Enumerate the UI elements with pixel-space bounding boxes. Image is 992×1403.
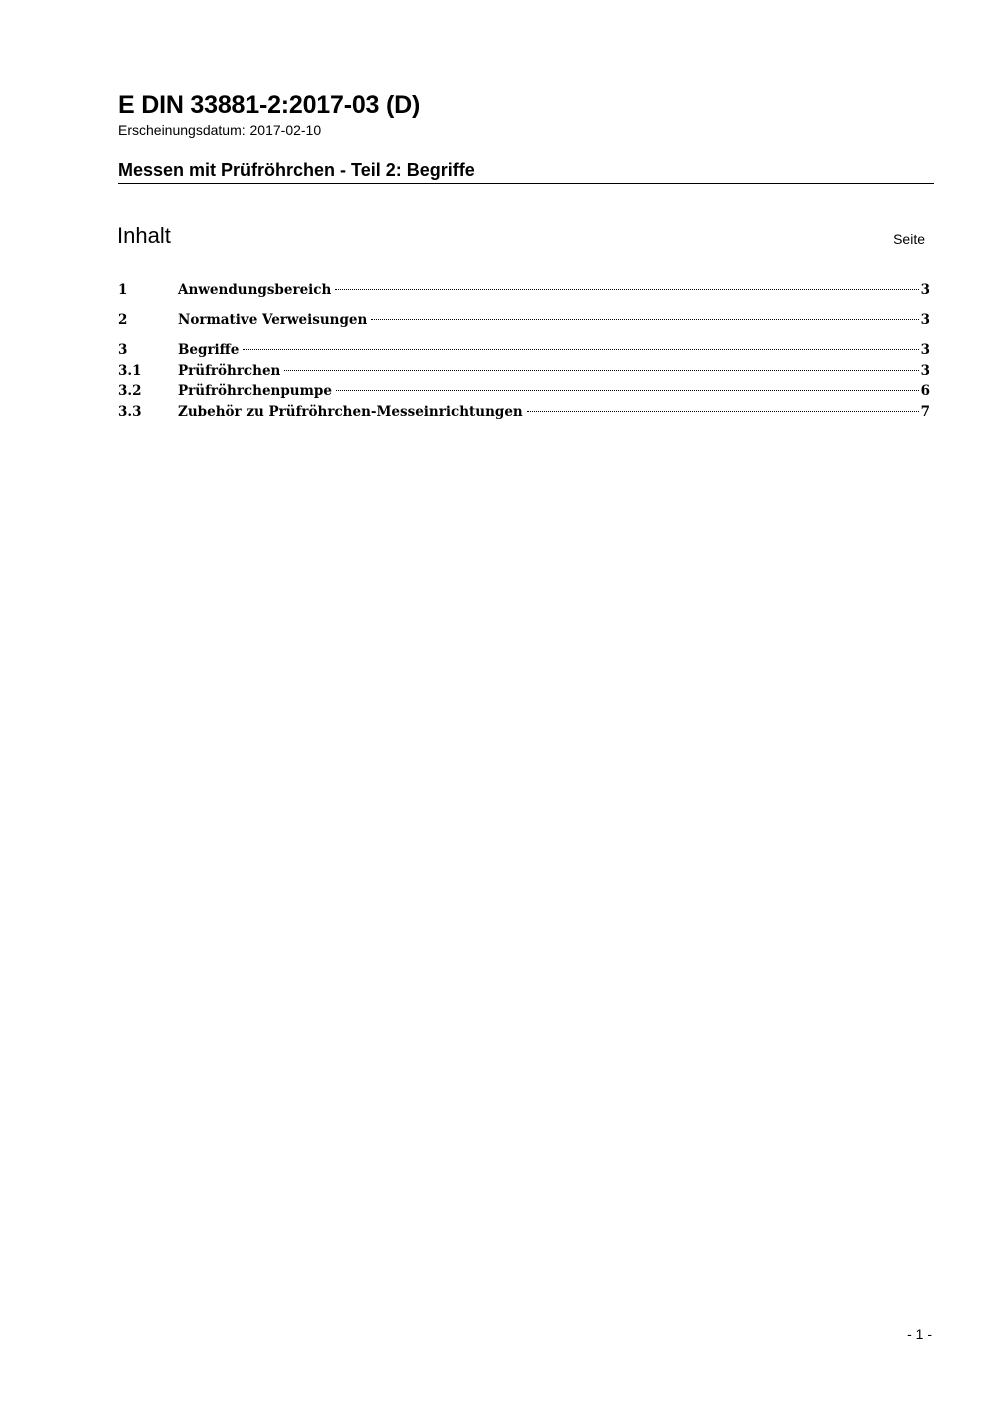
toc-entry-1[interactable] — [118, 280, 930, 301]
toc-entry-number: 3.1 — [118, 362, 142, 379]
toc-entry-label: Prüfröhrchenpumpe — [178, 381, 334, 402]
toc-dot-leader — [335, 289, 918, 290]
toc-entry-3-3[interactable] — [118, 402, 930, 423]
toc-entry-page: 6 — [920, 383, 930, 399]
toc-entry-label: Anwendungsbereich — [178, 280, 333, 301]
toc-heading: Inhalt — [117, 223, 171, 248]
toc-entry-number: 3 — [118, 342, 128, 358]
toc-dot-leader — [284, 370, 918, 371]
toc-page-column-label: Seite — [893, 231, 925, 247]
toc-entry-label: Zubehör zu Prüfröhrchen-Messeinrichtungen — [178, 402, 525, 423]
toc-entry-3-2[interactable] — [118, 381, 930, 402]
toc-dot-leader — [336, 390, 919, 391]
toc-entry-number: 3.2 — [118, 383, 142, 399]
page-number: - 1 - — [907, 1326, 932, 1342]
toc-entry-page: 3 — [920, 312, 930, 328]
toc-entry-number: 2 — [118, 312, 128, 328]
toc-entry-label: Normative Verweisungen — [178, 310, 369, 331]
title-underline — [118, 183, 934, 184]
toc-entry-page: 7 — [920, 403, 930, 420]
toc-entry-page: 3 — [920, 362, 930, 379]
publication-date: Erscheinungsdatum: 2017-02-10 — [118, 122, 322, 138]
toc-entry-page: 3 — [920, 342, 930, 358]
toc-dot-leader — [243, 349, 918, 350]
document-code: E DIN 33881-2:2017-03 (D) — [118, 91, 421, 119]
toc-entry-label: Prüfröhrchen — [178, 361, 282, 382]
document-title: Messen mit Prüfröhrchen - Teil 2: Begriffe — [118, 160, 475, 180]
table-of-contents — [118, 280, 930, 422]
toc-dot-leader — [527, 411, 919, 412]
toc-entry-3[interactable] — [118, 340, 930, 361]
toc-entry-label: Begriffe — [178, 340, 241, 361]
toc-entry-3-1[interactable] — [118, 361, 930, 382]
toc-entry-page: 3 — [920, 282, 930, 298]
toc-entry-number: 3.3 — [118, 403, 142, 420]
toc-dot-leader — [371, 319, 918, 320]
toc-entry-number: 1 — [118, 282, 128, 298]
toc-entry-2[interactable] — [118, 310, 930, 331]
